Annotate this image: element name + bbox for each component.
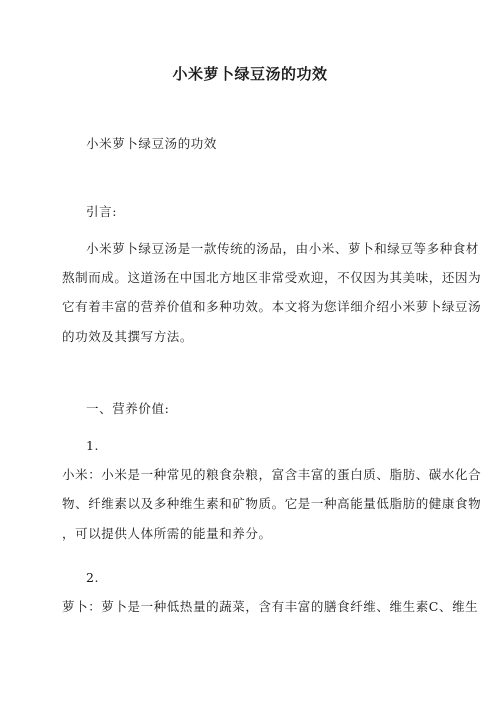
section-heading-nutrition: 一、营养价值: [86, 401, 170, 416]
intro-paragraph-line: 熬制而成。这道汤在中国北方地区非常受欢迎，不仅因为其美味，还因为 [62, 270, 482, 285]
intro-paragraph-line: 它有着丰富的营养价值和多种功效。本文将为您详细介绍小米萝卜绿豆汤 [62, 299, 482, 314]
item-number: 1. [86, 438, 100, 453]
intro-paragraph-line: 小米萝卜绿豆汤是一款传统的汤品，由小米、萝卜和绿豆等多种食材 [86, 241, 480, 256]
item-paragraph-line: 萝卜：萝卜是一种低热量的蔬菜，含有丰富的膳食纤维、维生素C、维生 [62, 599, 479, 614]
item-number: 2. [86, 570, 100, 585]
item-paragraph-line: 物、纤维素以及多种维生素和矿物质。它是一种高能量低脂肪的健康食物 [62, 496, 482, 511]
intro-paragraph-line: 的功效及其撰写方法。 [62, 329, 194, 344]
item-paragraph-line: ，可以提供人体所需的能量和养分。 [62, 526, 272, 541]
document-subtitle: 小米萝卜绿豆汤的功效 [86, 136, 218, 151]
item-paragraph-line: 小米：小米是一种常见的粮食杂粮，富含丰富的蛋白质、脂肪、碳水化合 [62, 467, 482, 482]
document-title: 小米萝卜绿豆汤的功效 [172, 65, 328, 83]
intro-heading: 引言: [86, 204, 118, 219]
